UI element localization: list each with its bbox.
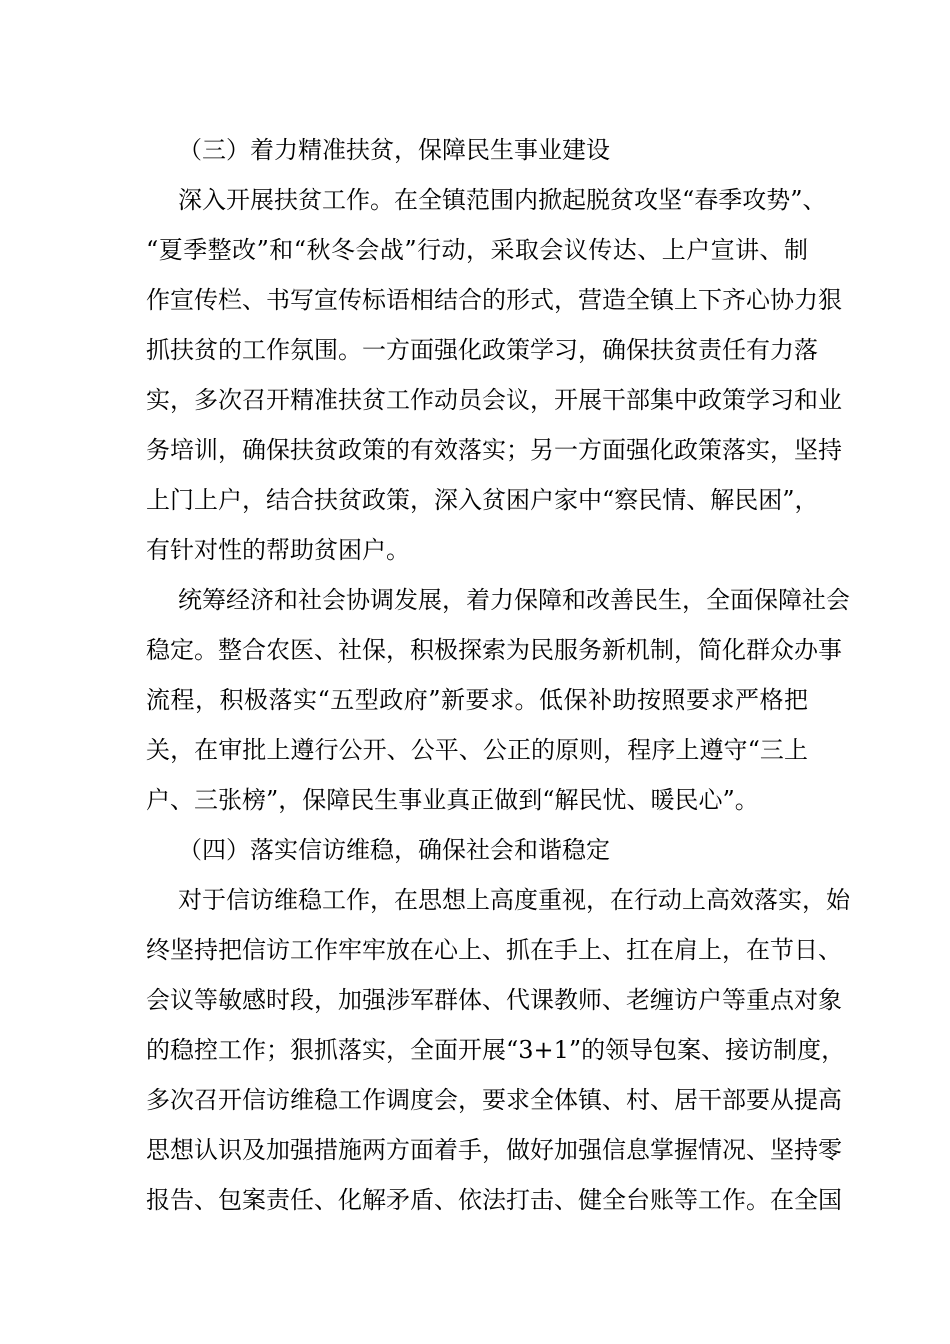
- paragraph-line: 流程，积极落实“五型政府”新要求。低保补助按照要求严格把: [146, 686, 808, 714]
- paragraph-line: 户、三张榜”，保障民生事业真正做到“解民忧、暖民心”。: [146, 786, 759, 814]
- paragraph-line: 关，在审批上遵行公开、公平、公正的原则，程序上遵守“三上: [146, 736, 808, 764]
- paragraph-line: 抓扶贫的工作氛围。一方面强化政策学习，确保扶贫责任有力落: [146, 336, 818, 364]
- paragraph-line: 终坚持把信访工作牢牢放在心上、抓在手上、扛在肩上，在节日、: [146, 936, 842, 964]
- paragraph-line: 的稳控工作；狠抓落实，全面开展“3+1”的领导包案、接访制度，: [146, 1036, 846, 1064]
- paragraph-line: 实，多次召开精准扶贫工作动员会议，开展干部集中政策学习和业: [146, 386, 842, 414]
- paragraph-line: 深入开展扶贫工作。在全镇范围内掀起脱贫攻坚“春季攻势”、: [178, 186, 827, 214]
- section-heading-4: （四）落实信访维稳，确保社会和谐稳定: [178, 836, 610, 864]
- paragraph-line: 统筹经济和社会协调发展，着力保障和改善民生，全面保障社会: [178, 586, 850, 614]
- paragraph-line: 会议等敏感时段，加强涉军群体、代课教师、老缠访户等重点对象: [146, 986, 842, 1014]
- paragraph-line: 上门上户，结合扶贫政策，深入贫困户家中“察民情、解民困”，: [146, 486, 819, 514]
- paragraph-line: 有针对性的帮助贫困户。: [146, 536, 410, 564]
- paragraph-line: 报告、包案责任、化解矛盾、依法打击、健全台账等工作。在全国: [146, 1186, 842, 1214]
- paragraph-line: 思想认识及加强措施两方面着手，做好加强信息掌握情况、坚持零: [146, 1136, 842, 1164]
- paragraph-line: 作宣传栏、书写宣传标语相结合的形式，营造全镇上下齐心协力狠: [146, 286, 842, 314]
- paragraph-line: 对于信访维稳工作，在思想上高度重视，在行动上高效落实，始: [178, 886, 850, 914]
- paragraph-line: “夏季整改”和“秋冬会战”行动，采取会议传达、上户宣讲、制: [146, 236, 808, 264]
- paragraph-line: 稳定。整合农医、社保，积极探索为民服务新机制，简化群众办事: [146, 636, 842, 664]
- section-heading-3: （三）着力精准扶贫，保障民生事业建设: [178, 136, 610, 164]
- paragraph-line: 务培训，确保扶贫政策的有效落实；另一方面强化政策落实，坚持: [146, 436, 842, 464]
- paragraph-line: 多次召开信访维稳工作调度会，要求全体镇、村、居干部要从提高: [146, 1086, 842, 1114]
